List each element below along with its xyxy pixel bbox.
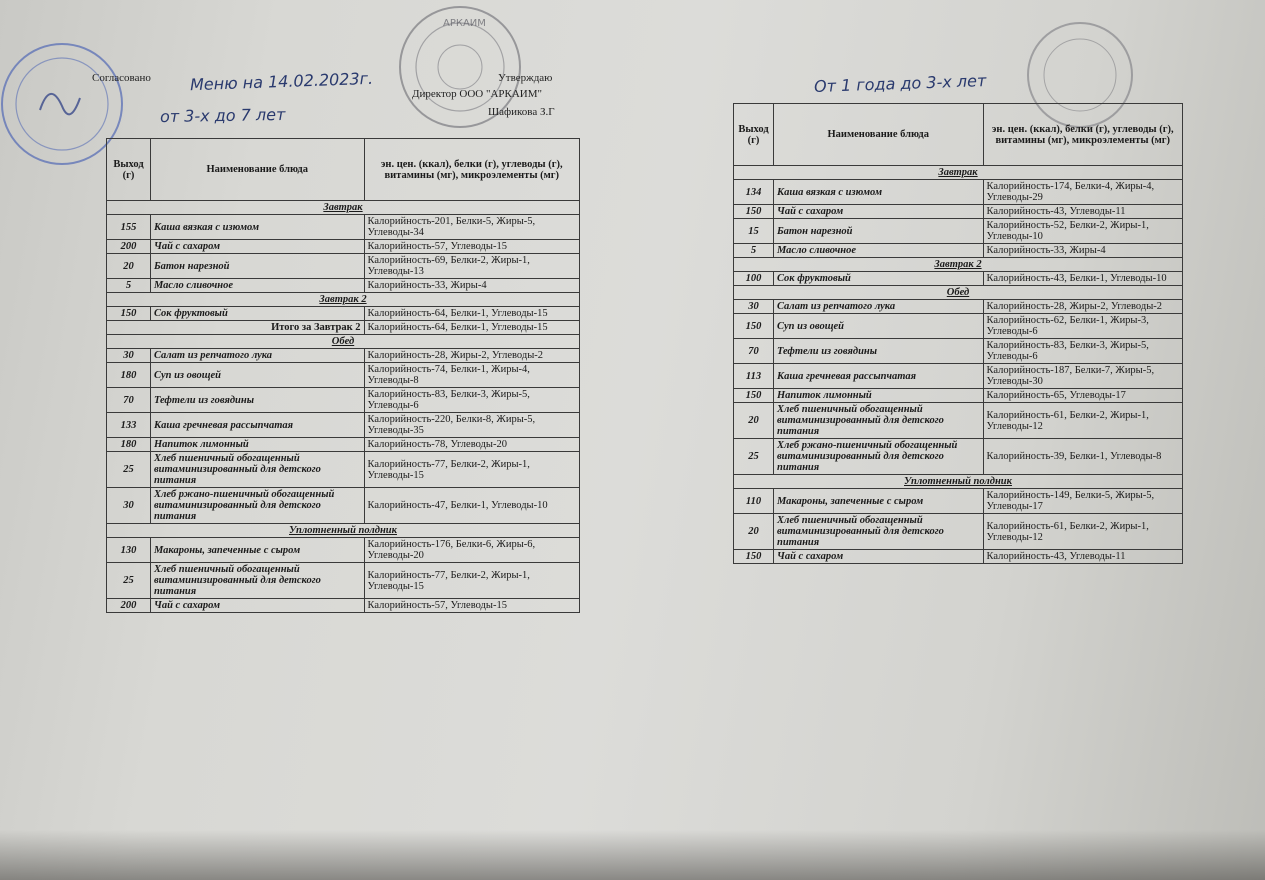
dish-row (734, 403, 1183, 439)
dish-row (734, 244, 1183, 258)
dish-name: Суп из овощей (150, 363, 364, 388)
section-title: Уплотненный полдник (734, 475, 1183, 489)
dish-name: Каша гречневая рассыпчатая (773, 364, 983, 389)
dish-nutrition: Калорийность-83, Белки-3, Жиры-5, Углеводы-6 (983, 339, 1183, 364)
dish-name: Чай с сахаром (773, 550, 983, 564)
section-title: Обед (734, 286, 1183, 300)
dish-output: 25 (107, 452, 151, 488)
dish-output: 30 (107, 349, 151, 363)
dish-nutrition: Калорийность-39, Белки-1, Углеводы-8 (983, 439, 1183, 475)
dish-nutrition: Калорийность-69, Белки-2, Жиры-1, Углеводы-13 (364, 254, 579, 279)
dish-nutrition: Калорийность-61, Белки-2, Жиры-1, Углеводы-12 (983, 514, 1183, 550)
dish-output: 155 (107, 215, 151, 240)
dish-name: Масло сливочное (150, 279, 364, 293)
dish-row (734, 300, 1183, 314)
section-row (107, 524, 580, 538)
dish-name: Чай с сахаром (773, 205, 983, 219)
dish-name: Батон нарезной (150, 254, 364, 279)
section-title: Завтрак 2 (107, 293, 580, 307)
dish-name: Хлеб пшеничный обогащенный витаминизированный для детского питания (773, 514, 983, 550)
dish-nutrition: Калорийность-201, Белки-5, Жиры-5, Углеводы-34 (364, 215, 579, 240)
header-output: Выход (г) (734, 104, 774, 166)
left-table-body (107, 201, 580, 613)
dish-output: 113 (734, 364, 774, 389)
section-row (107, 293, 580, 307)
handwritten-menu-date: Меню на 14.02.2023г. (189, 68, 374, 95)
dish-output: 134 (734, 180, 774, 205)
dish-output: 180 (107, 438, 151, 452)
dish-row (107, 388, 580, 413)
dish-output: 150 (734, 389, 774, 403)
dish-row (107, 307, 580, 321)
right-menu-table (733, 103, 1183, 564)
total-label: Итого за Завтрак 2 (107, 321, 365, 335)
stamp-text: АРКАИМ (443, 18, 486, 29)
dish-name: Салат из репчатого лука (150, 349, 364, 363)
dish-row (734, 364, 1183, 389)
dish-nutrition: Калорийность-52, Белки-2, Жиры-1, Углеводы-10 (983, 219, 1183, 244)
approve-line-1: Утверждаю (498, 72, 553, 84)
header-name: Наименование блюда (150, 139, 364, 201)
approve-line-3: Шафикова З.Г (488, 106, 555, 118)
dish-output: 25 (734, 439, 774, 475)
dish-row (734, 550, 1183, 564)
right-table-body (734, 166, 1183, 564)
approve-line-2: Директор ООО "АРКАИМ" (412, 88, 543, 100)
dish-nutrition: Калорийность-220, Белки-8, Жиры-5, Углеводы-35 (364, 413, 579, 438)
handwritten-age-group-right: От 1 года до 3-х лет (813, 71, 987, 96)
dish-nutrition: Калорийность-47, Белки-1, Углеводы-10 (364, 488, 579, 524)
dish-nutrition: Калорийность-78, Углеводы-20 (364, 438, 579, 452)
dish-row (107, 240, 580, 254)
section-row (734, 166, 1183, 180)
dish-row (734, 272, 1183, 286)
dish-nutrition: Калорийность-77, Белки-2, Жиры-1, Углеводы-15 (364, 563, 579, 599)
dish-output: 150 (734, 550, 774, 564)
section-title: Завтрак (107, 201, 580, 215)
dish-output: 110 (734, 489, 774, 514)
dish-name: Каша вязкая с изюмом (150, 215, 364, 240)
section-row (734, 258, 1183, 272)
dish-nutrition: Калорийность-33, Жиры-4 (983, 244, 1183, 258)
dish-name: Салат из репчатого лука (773, 300, 983, 314)
dish-output: 30 (107, 488, 151, 524)
dish-output: 130 (107, 538, 151, 563)
dish-output: 25 (107, 563, 151, 599)
dish-name: Хлеб ржано-пшеничный обогащенный витаминизированный для детского питания (773, 439, 983, 475)
section-title: Завтрак 2 (734, 258, 1183, 272)
dish-output: 180 (107, 363, 151, 388)
dish-row (734, 439, 1183, 475)
dish-row (107, 254, 580, 279)
dish-output: 20 (734, 514, 774, 550)
handwritten-age-group: от 3-х до 7 лет (159, 104, 286, 127)
dish-row (107, 279, 580, 293)
dish-row (107, 538, 580, 563)
dish-nutrition: Калорийность-43, Белки-1, Углеводы-10 (983, 272, 1183, 286)
dish-row (734, 180, 1183, 205)
dish-output: 200 (107, 599, 151, 613)
dish-output: 133 (107, 413, 151, 438)
dish-name: Хлеб ржано-пшеничный обогащенный витаминизированный для детского питания (150, 488, 364, 524)
dish-name: Хлеб пшеничный обогащенный витаминизированный для детского питания (150, 563, 364, 599)
section-title: Уплотненный полдник (107, 524, 580, 538)
dish-output: 5 (107, 279, 151, 293)
dish-row (107, 452, 580, 488)
dish-row (734, 205, 1183, 219)
dish-name: Напиток лимонный (773, 389, 983, 403)
left-table-wrap (106, 138, 580, 613)
section-row (734, 475, 1183, 489)
total-row (107, 321, 580, 335)
dish-row (734, 514, 1183, 550)
dish-name: Макароны, запеченные с сыром (773, 489, 983, 514)
dish-nutrition: Калорийность-187, Белки-7, Жиры-5, Углеводы-30 (983, 364, 1183, 389)
dish-nutrition: Калорийность-74, Белки-1, Жиры-4, Углеводы-8 (364, 363, 579, 388)
dish-output: 20 (107, 254, 151, 279)
section-row (107, 201, 580, 215)
dish-nutrition: Калорийность-57, Углеводы-15 (364, 240, 579, 254)
header-nutrition: эн. цен. (ккал), белки (г), углеводы (г), витамины (мг), микроэлементы (мг) (983, 104, 1183, 166)
soglasovano-label: Согласовано (92, 72, 151, 84)
dish-output: 5 (734, 244, 774, 258)
total-nutrition: Калорийность-64, Белки-1, Углеводы-15 (364, 321, 579, 335)
dish-output: 15 (734, 219, 774, 244)
dish-name: Тефтели из говядины (773, 339, 983, 364)
dish-row (107, 349, 580, 363)
dish-output: 100 (734, 272, 774, 286)
left-menu-sheet (0, 0, 600, 880)
dish-row (734, 314, 1183, 339)
dish-name: Сок фруктовый (773, 272, 983, 286)
dish-row (107, 563, 580, 599)
section-title: Завтрак (734, 166, 1183, 180)
dish-nutrition: Калорийность-174, Белки-4, Жиры-4, Углеводы-29 (983, 180, 1183, 205)
dish-name: Чай с сахаром (150, 240, 364, 254)
dish-name: Сок фруктовый (150, 307, 364, 321)
dish-name: Масло сливочное (773, 244, 983, 258)
dish-nutrition: Калорийность-43, Углеводы-11 (983, 550, 1183, 564)
dish-output: 150 (734, 205, 774, 219)
dish-row (107, 438, 580, 452)
dish-output: 30 (734, 300, 774, 314)
dish-name: Каша гречневая рассыпчатая (150, 413, 364, 438)
section-row (734, 286, 1183, 300)
right-table-wrap (733, 103, 1183, 564)
dish-row (734, 219, 1183, 244)
dish-nutrition: Калорийность-28, Жиры-2, Углеводы-2 (364, 349, 579, 363)
left-menu-table (106, 138, 580, 613)
dish-nutrition: Калорийность-176, Белки-6, Жиры-6, Углеводы-20 (364, 538, 579, 563)
dish-output: 70 (107, 388, 151, 413)
dish-row (107, 488, 580, 524)
dish-nutrition: Калорийность-57, Углеводы-15 (364, 599, 579, 613)
section-row (107, 335, 580, 349)
dish-output: 20 (734, 403, 774, 439)
dish-nutrition: Калорийность-43, Углеводы-11 (983, 205, 1183, 219)
dish-output: 150 (734, 314, 774, 339)
dish-nutrition: Калорийность-64, Белки-1, Углеводы-15 (364, 307, 579, 321)
dish-nutrition: Калорийность-61, Белки-2, Жиры-1, Углеводы-12 (983, 403, 1183, 439)
dish-output: 70 (734, 339, 774, 364)
dish-row (107, 215, 580, 240)
dish-row (734, 389, 1183, 403)
dish-nutrition: Калорийность-83, Белки-3, Жиры-5, Углеводы-6 (364, 388, 579, 413)
dish-name: Суп из овощей (773, 314, 983, 339)
right-menu-sheet (600, 0, 1265, 880)
dish-row (107, 363, 580, 388)
dish-output: 150 (107, 307, 151, 321)
dish-name: Макароны, запеченные с сыром (150, 538, 364, 563)
dish-row (734, 489, 1183, 514)
section-title: Обед (107, 335, 580, 349)
dish-name: Хлеб пшеничный обогащенный витаминизированный для детского питания (773, 403, 983, 439)
dish-name: Хлеб пшеничный обогащенный витаминизированный для детского питания (150, 452, 364, 488)
dish-output: 200 (107, 240, 151, 254)
header-nutrition: эн. цен. (ккал), белки (г), углеводы (г), витамины (мг), микроэлементы (мг) (364, 139, 579, 201)
dish-nutrition: Калорийность-33, Жиры-4 (364, 279, 579, 293)
dish-row (107, 413, 580, 438)
dish-nutrition: Калорийность-149, Белки-5, Жиры-5, Углеводы-17 (983, 489, 1183, 514)
dish-name: Чай с сахаром (150, 599, 364, 613)
dish-name: Батон нарезной (773, 219, 983, 244)
dish-name: Напиток лимонный (150, 438, 364, 452)
dish-nutrition: Калорийность-28, Жиры-2, Углеводы-2 (983, 300, 1183, 314)
dish-name: Каша вязкая с изюмом (773, 180, 983, 205)
dish-row (734, 339, 1183, 364)
header-name: Наименование блюда (773, 104, 983, 166)
dish-nutrition: Калорийность-65, Углеводы-17 (983, 389, 1183, 403)
dish-nutrition: Калорийность-62, Белки-1, Жиры-3, Углеводы-6 (983, 314, 1183, 339)
dish-row (107, 599, 580, 613)
dish-nutrition: Калорийность-77, Белки-2, Жиры-1, Углеводы-15 (364, 452, 579, 488)
header-output: Выход (г) (107, 139, 151, 201)
dish-name: Тефтели из говядины (150, 388, 364, 413)
